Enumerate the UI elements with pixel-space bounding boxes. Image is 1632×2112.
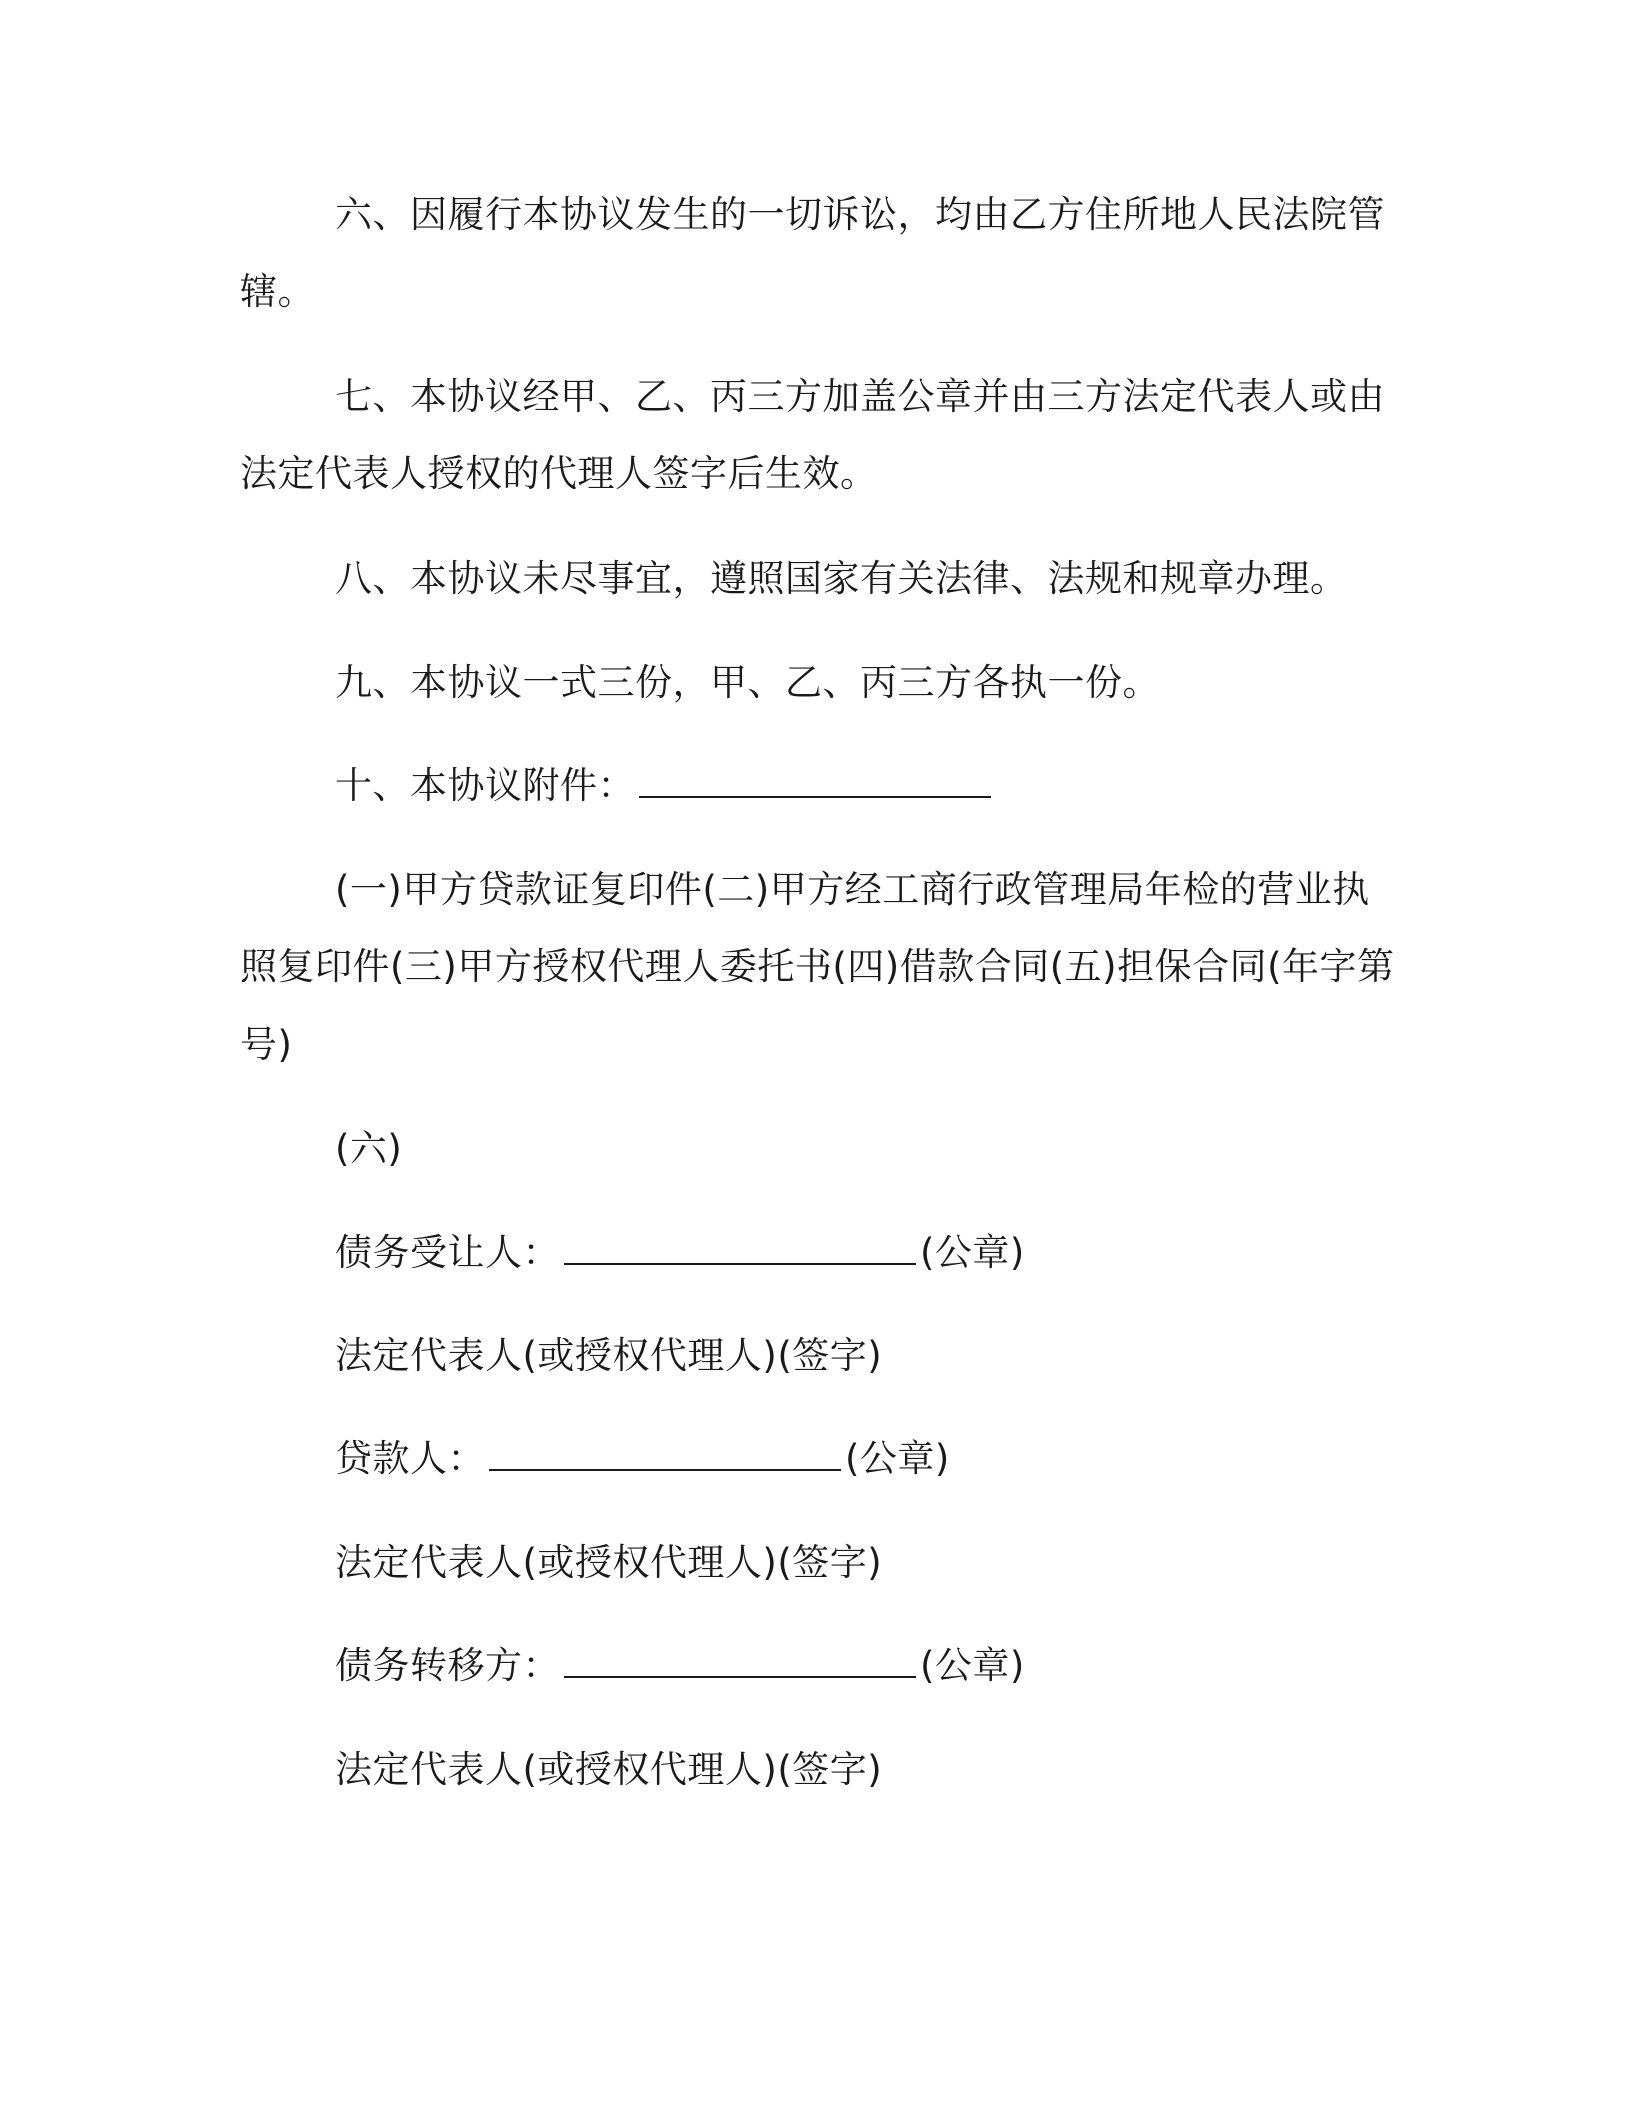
clause-7-line-1: 七、本协议经甲、乙、丙三方加盖公章并由三方法定代表人或由 bbox=[335, 375, 1385, 418]
lender-line bbox=[335, 1437, 950, 1481]
attachment-blank bbox=[639, 766, 991, 798]
transferor-label: 债务转移方： bbox=[335, 1644, 560, 1687]
clause-9: 九、本协议一式三份，甲、乙、丙三方各执一份。 bbox=[335, 661, 1160, 704]
lender-representative: 法定代表人(或授权代理人)(签字) bbox=[335, 1541, 883, 1584]
transferor-line bbox=[335, 1644, 1025, 1688]
attachments-line-2: 照复印件(三)甲方授权代理人委托书(四)借款合同(五)担保合同(年字第 bbox=[240, 945, 1395, 988]
transferor-representative: 法定代表人(或授权代理人)(签字) bbox=[335, 1748, 883, 1791]
assignee-representative: 法定代表人(或授权代理人)(签字) bbox=[335, 1334, 883, 1377]
clause-10-label: 十、本协议附件： bbox=[335, 764, 635, 807]
transferor-blank bbox=[564, 1646, 916, 1678]
attachments-line-1: (一)甲方贷款证复印件(二)甲方经工商行政管理局年检的营业执 bbox=[335, 868, 1370, 911]
lender-label: 贷款人： bbox=[335, 1437, 485, 1480]
assignee-seal: (公章) bbox=[920, 1231, 1025, 1274]
clause-8: 八、本协议未尽事宜，遵照国家有关法律、法规和规章办理。 bbox=[335, 557, 1348, 600]
attachments-line-3: 号) bbox=[240, 1023, 293, 1066]
transferor-seal: (公章) bbox=[920, 1644, 1025, 1687]
lender-blank bbox=[489, 1439, 841, 1471]
attachments-item-6: (六) bbox=[335, 1127, 403, 1170]
assignee-blank bbox=[564, 1233, 916, 1265]
clause-7-line-2: 法定代表人授权的代理人签字后生效。 bbox=[240, 452, 878, 495]
clause-6-line-1: 六、因履行本协议发生的一切诉讼，均由乙方住所地人民法院管 bbox=[335, 193, 1385, 236]
assignee-label: 债务受让人： bbox=[335, 1231, 560, 1274]
clause-6-line-2: 辖。 bbox=[240, 270, 315, 313]
assignee-line bbox=[335, 1231, 1025, 1275]
clause-10 bbox=[335, 764, 995, 808]
lender-seal: (公章) bbox=[845, 1437, 950, 1480]
